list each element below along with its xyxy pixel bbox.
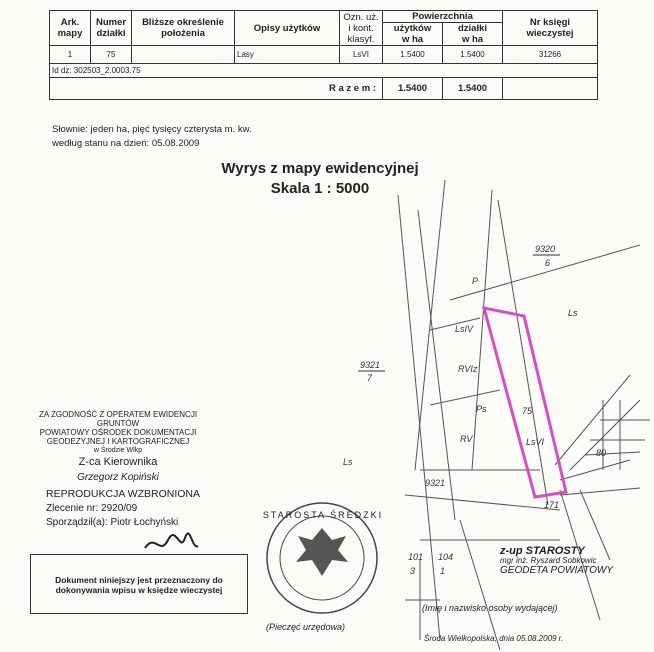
col-ksiega: Nr księgi wieczystej xyxy=(503,11,598,46)
cell-ark: 1 xyxy=(50,46,91,64)
map-label-rviz: RVIz xyxy=(458,364,478,374)
cell-ksiega: 31266 xyxy=(503,46,598,64)
geodeta-line-3: GEODETA POWIATOWY xyxy=(500,565,613,576)
razem-dzialki: 1.5400 xyxy=(443,78,503,100)
geodeta-line-2: mgr inż. Ryszard Sobkowic xyxy=(500,556,597,565)
scale-label: Skala 1 : 5000 xyxy=(270,180,370,197)
geodeta-line-1: z-up STAROSTY xyxy=(500,545,585,557)
col-ozn: Ozn. uż. i kont. klasyf. xyxy=(340,11,383,46)
map-label-171: 171 xyxy=(544,500,560,510)
page-title: Wyrys z mapy ewidencyjnej xyxy=(221,160,419,177)
map-label-ps: Ps xyxy=(476,404,487,414)
cell-numer: 75 xyxy=(91,46,132,64)
cell-opis: Lasy xyxy=(235,46,340,64)
parcel-75-outline xyxy=(484,308,566,497)
map-label-80: 80 xyxy=(596,448,607,458)
slownie: Słownie: jeden ha, pięć tysięcy czterysta m. kw. xyxy=(52,124,252,135)
cell-dzialki: 1.5400 xyxy=(443,46,503,64)
map-label-ls1: Ls xyxy=(568,308,578,318)
stamp-line-1: ZA ZGODNOŚĆ Z OPERATEM EWIDENCJI GRUNTÓW xyxy=(38,410,198,428)
map-label-9320: 9320 xyxy=(535,244,556,254)
stamp-line-6: Grzegorz Kopiński xyxy=(77,472,159,483)
pieczec-label: (Pieczęć urzędowa) xyxy=(266,622,346,632)
map-label-9321b: 9321 xyxy=(425,478,446,488)
sporzadzil: Sporządził(a): Piotr Łochyński xyxy=(46,517,179,528)
dokument-line-1: Dokument niniejszy jest przeznaczony do xyxy=(55,575,223,585)
map-label-lsiv: LsIV xyxy=(455,324,474,334)
col-opisy: Opisy użytków xyxy=(235,11,340,46)
map-label-ls2: Ls xyxy=(343,457,353,467)
wedlug-stanu: według stanu na dzień: 05.08.2009 xyxy=(52,138,200,149)
id-dz: Id dz: 302503_2.0003.75 xyxy=(50,64,598,78)
stamp-line-3: GEODEZYJNEJ I KARTOGRAFICZNEJ xyxy=(46,437,190,446)
razem-label: R a z e m : xyxy=(50,78,383,100)
map-label-3: 3 xyxy=(410,566,416,576)
map-label-rv: RV xyxy=(460,434,473,444)
dokument-box xyxy=(30,554,248,614)
seal-text: STAROSTA ŚREDZKI xyxy=(262,510,384,520)
cell-ozn: LsVI xyxy=(340,46,383,64)
map-label-1: 1 xyxy=(440,566,446,576)
miejsce-data: Środa Wielkopolska, dnia 05.08.2009 r. xyxy=(424,634,564,643)
map-label-6: 6 xyxy=(545,258,551,268)
col-blizsze: Bliższe określenie położenia xyxy=(132,11,235,46)
geodeta-stamp xyxy=(500,546,613,576)
col-ark: Ark. mapy xyxy=(50,11,91,46)
map-label-75: 75 xyxy=(522,406,533,416)
col-powierzchnia: Powierzchnia xyxy=(383,11,503,23)
stamp-line-4: w Środzie Wlkp xyxy=(93,447,143,454)
map-label-7: 7 xyxy=(367,373,373,383)
imie-label: (Imię i nazwisko osoby wydającej) xyxy=(422,603,558,613)
col-dzialki: działki w ha xyxy=(443,23,503,46)
reprodukcja-wzbroniona: REPRODUKCJA WZBRONIONA xyxy=(46,488,201,500)
dokument-line-2: dokonywania wpisu w księdze wieczystej xyxy=(55,585,223,595)
map-label-p: P xyxy=(472,276,479,286)
map-label-lsvi: LsVI xyxy=(526,437,545,447)
cell-uzytkow: 1.5400 xyxy=(383,46,443,64)
col-uzytkow: użytków w ha xyxy=(383,23,443,46)
map-label-101: 101 xyxy=(408,552,424,562)
stamp-line-2: POWIATOWY OŚRODEK DOKUMENTACJI xyxy=(39,428,197,437)
map-label-9321a: 9321 xyxy=(360,360,381,370)
razem-uzytkow: 1.5400 xyxy=(383,78,443,100)
zlecenie: Zlecenie nr: 2920/09 xyxy=(46,503,138,514)
map-label-104: 104 xyxy=(438,552,454,562)
conformity-stamp xyxy=(28,410,208,482)
stamp-line-5: Z-ca Kierownika xyxy=(78,456,158,468)
eagle-emblem xyxy=(296,528,348,576)
col-numer: Numer działki xyxy=(91,11,132,46)
